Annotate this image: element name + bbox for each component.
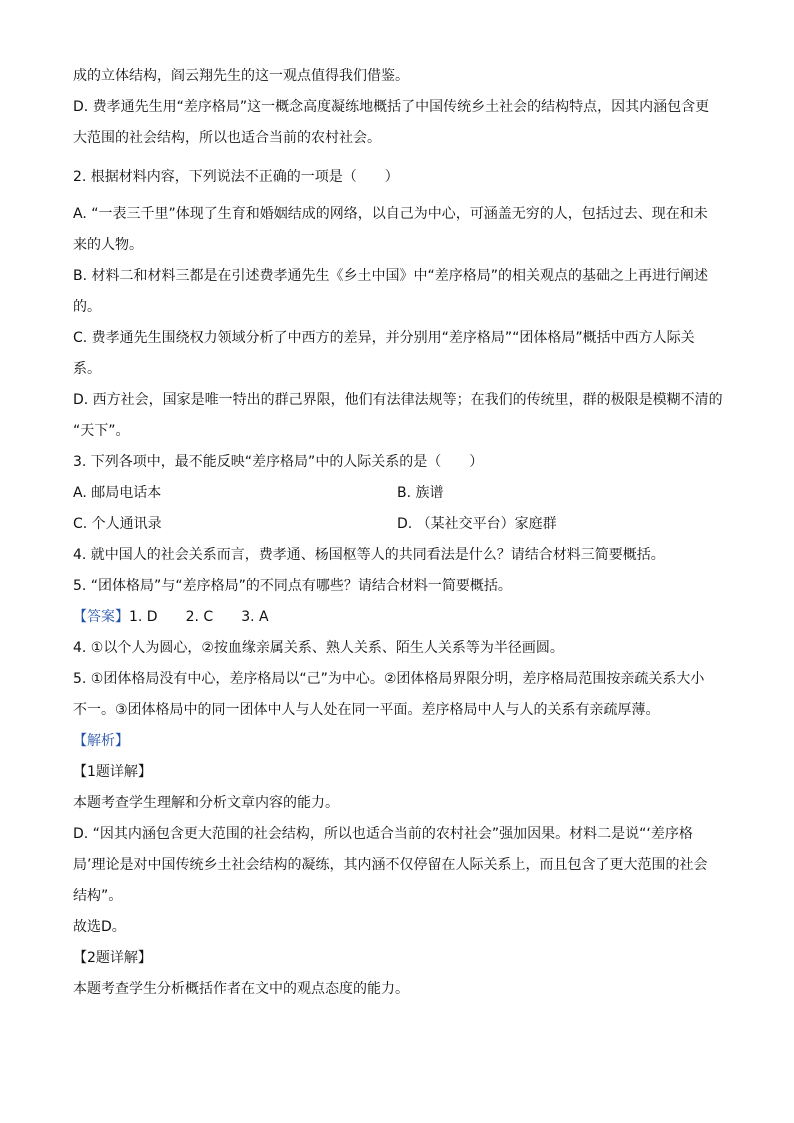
q2-option-c-cont: 系。 — [73, 361, 101, 377]
section-1-explanation-cont: 局’理论是对中国传统乡土社会结构的凝练，其内涵不仅停留在人际关系上，而且包含了更大范围的社会 — [73, 857, 708, 873]
q2-option-a-cont: 来的人物。 — [73, 237, 143, 253]
answer-2: 2. C — [185, 609, 214, 625]
q2-option-b-cont: 的。 — [73, 299, 101, 315]
section-2-heading: 【2题详解】 — [73, 950, 152, 966]
section-1-explanation: D. “因其内涵包含更大范围的社会结构，所以也适合当前的农村社会”强加因果。材料二是说“‘差序格 — [73, 826, 693, 842]
option-d-text: D. 费孝通先生用“差序格局”这一概念高度凝练地概括了中国传统乡土社会的结构特点，因其内涵包含更 — [73, 99, 710, 115]
q3-option-d: D. （某社交平台）家庭群 — [397, 516, 557, 532]
q2-option-b: B. 材料二和材料三都是在引述费孝通先生《乡土中国》中“差序格局”的相关观点的基础之上再进行阐述 — [73, 268, 709, 284]
q3-option-c: C. 个人通讯录 — [73, 516, 162, 532]
option-d-text-cont: 大范围的社会结构，所以也适合当前的农村社会。 — [73, 130, 381, 146]
q2-option-a: A. “一表三千里”体现了生育和婚姻结成的网络，以自己为中心，可涵盖无穷的人，包括过去、现在和未 — [73, 206, 708, 222]
answer-5-cont: 不一。③团体格局中的同一团体中人与人处在同一平面。差序格局中人与人的关系有亲疏厚薄。 — [73, 702, 660, 718]
q2-option-d: D. 西方社会，国家是唯一特出的群己界限，他们有法律法规等；在我们的传统里，群的极限是模糊不清的 — [73, 392, 723, 408]
question-4: 4. 就中国人的社会关系而言，费孝通、杨国枢等人的共同看法是什么？请结合材料三简要概括。 — [73, 547, 665, 563]
answer-1: 1. D — [129, 609, 158, 625]
q3-option-b: B. 族谱 — [397, 485, 444, 501]
section-1-text: 本题考查学生理解和分析文章内容的能力。 — [73, 795, 339, 811]
text-line: 成的立体结构，阎云翔先生的这一观点值得我们借鉴。 — [73, 68, 409, 84]
section-1-choice: 故选D。 — [73, 919, 126, 935]
question-5: 5. “团体格局”与“差序格局”的不同点有哪些？请结合材料一简要概括。 — [73, 578, 512, 594]
answer-row — [73, 607, 269, 627]
answer-5: 5. ①团体格局没有中心，差序格局以“己”为中心。②团体格局界限分明，差序格局范围按亲疏关系大小 — [73, 671, 705, 687]
answer-4: 4. ①以个人为圆心，②按血缘亲属关系、熟人关系、陌生人关系等为半径画圆。 — [73, 640, 564, 656]
q2-option-c: C. 费孝通先生围绕权力领域分析了中西方的差异，并分别用“差序格局”“团体格局”概括中西方人际关 — [73, 330, 695, 346]
answer-3: 3. A — [241, 609, 269, 625]
q2-option-d-cont: “天下”。 — [73, 423, 130, 439]
section-1-explanation-end: 结构”。 — [73, 888, 123, 904]
q3-option-a: A. 邮局电话本 — [73, 485, 162, 501]
section-2-text: 本题考查学生分析概括作者在文中的观点态度的能力。 — [73, 981, 409, 997]
analysis-label: 【解析】 — [73, 733, 129, 749]
question-2: 2. 根据材料内容，下列说法不正确的一项是（ ） — [73, 169, 399, 185]
answer-label: 【答案】 — [73, 609, 129, 625]
question-3: 3. 下列各项中，最不能反映“差序格局”中的人际关系的是（ ） — [73, 454, 484, 470]
section-1-heading: 【1题详解】 — [73, 764, 152, 780]
